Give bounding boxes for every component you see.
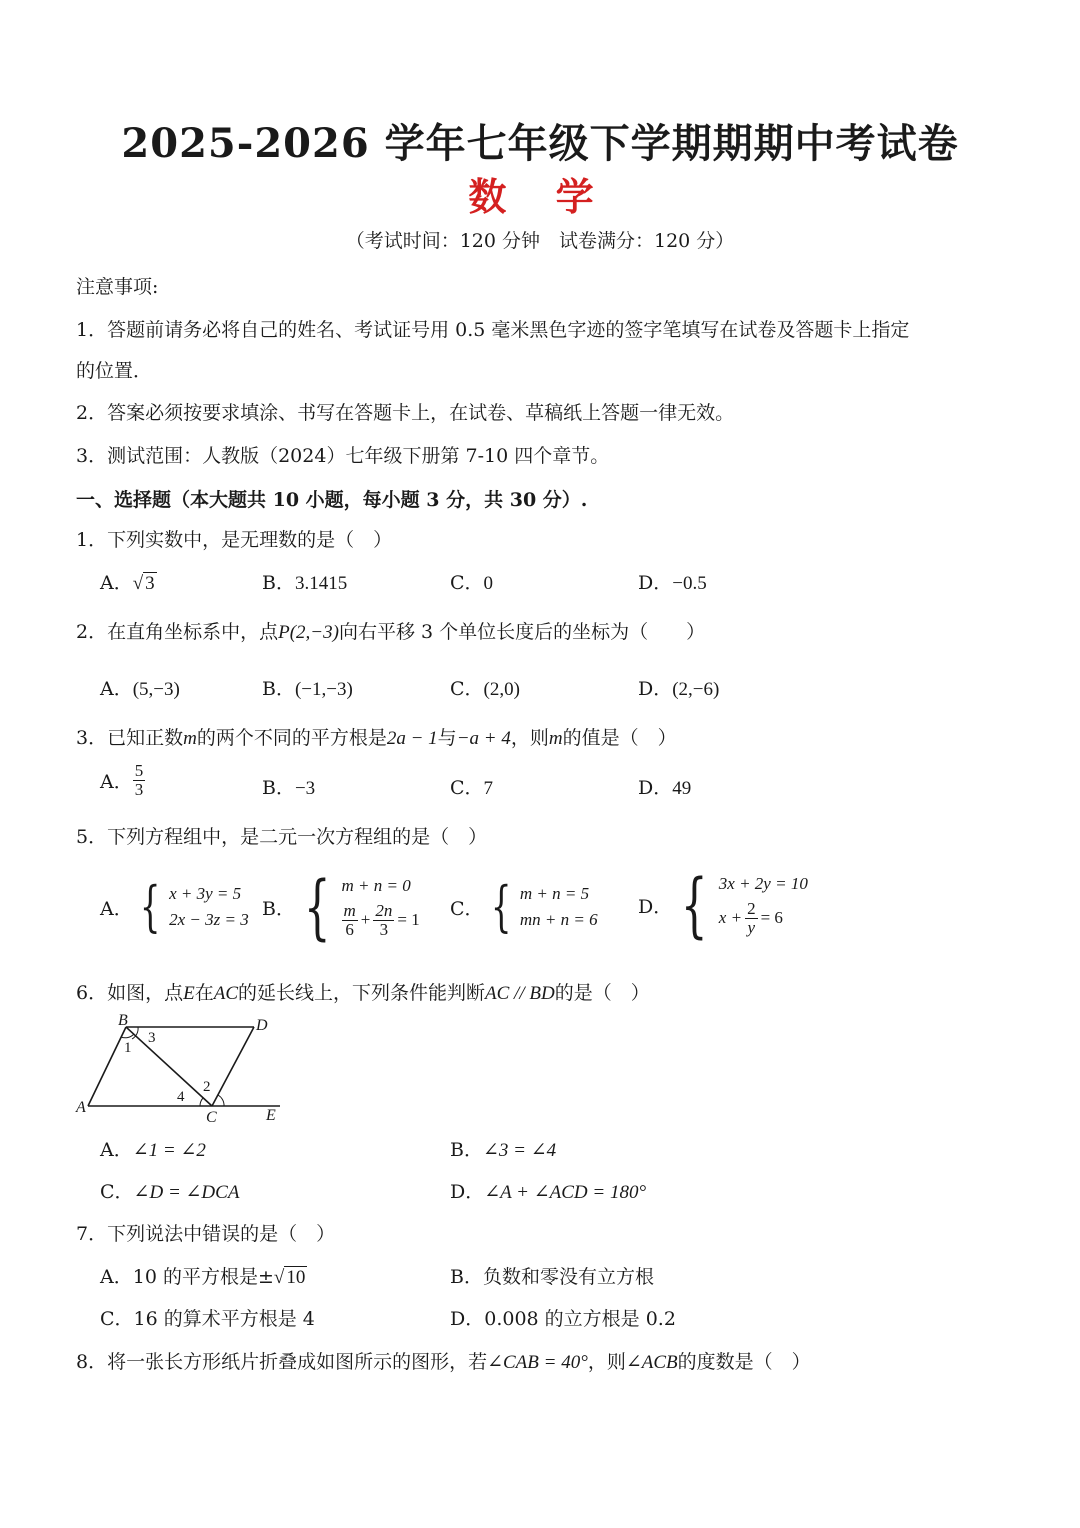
equation-system: { 3x + 2y = 10 x + $\frac{2}{y}$ = 6: [681, 864, 808, 946]
option-label: B．: [262, 897, 295, 920]
angle-label-3: 3: [148, 1030, 156, 1046]
stem-text: ，则: [587, 1351, 626, 1373]
q2-stem: [76, 617, 705, 644]
segment-ac: AC: [213, 983, 238, 1004]
denominator: 6: [345, 919, 354, 939]
angle-expr: ∠CAB = 40°: [487, 1352, 588, 1373]
denominator: 3: [379, 919, 389, 939]
option-label: A．: [100, 770, 133, 793]
stem-text: 2．在直角坐标系中，点: [76, 621, 279, 643]
option-label: D．: [450, 1308, 485, 1330]
stem-text: 的两个不同的平方根是: [196, 727, 387, 749]
option-label: A．: [100, 572, 133, 594]
option-value: 49: [672, 778, 692, 799]
stem-text: 的延长线上，下列条件能判断: [238, 982, 486, 1004]
equals: = 1: [397, 910, 420, 929]
q1-option-c: [450, 568, 493, 595]
point-p: P(2,−3): [278, 622, 339, 643]
label-c: C: [206, 1109, 217, 1124]
stem-text: 的是（ ）: [554, 982, 650, 1004]
option-label: C．: [450, 572, 484, 594]
q7-stem: 7．下列说法中错误的是（ ）: [76, 1223, 336, 1245]
q5-option-a: [100, 875, 249, 938]
option-label: D．: [638, 895, 673, 918]
q6-option-d: [450, 1177, 646, 1204]
option-value: 负数和零没有立方根: [482, 1266, 654, 1288]
option-label: A．: [100, 1139, 133, 1161]
option-label: B．: [450, 1139, 483, 1161]
option-label: C．: [100, 1181, 134, 1203]
subject-title: 数 学: [468, 174, 612, 219]
equation-system: { x + 3y = 5 2x − 3z = 3: [139, 875, 249, 938]
q1-option-b: [262, 568, 347, 595]
equation: [342, 902, 420, 939]
stem-text: 在: [194, 982, 214, 1004]
option-label: C．: [100, 1308, 134, 1330]
exam-info: （考试时间：120 分钟 试卷满分：120 分）: [345, 230, 735, 252]
equation: 2x − 3z = 3: [169, 910, 249, 929]
angle-arc-4: [200, 1098, 203, 1106]
option-value: (5,−3): [132, 679, 180, 700]
numerator: 2n: [375, 900, 393, 920]
stem-text: 的度数是（ ）: [677, 1351, 811, 1373]
q5-stem: 5．下列方程组中，是二元一次方程组的是（ ）: [76, 826, 488, 848]
option-value: (−1,−3): [294, 679, 353, 700]
option-value: 0: [483, 573, 494, 594]
option-label: C．: [450, 678, 484, 700]
option-value: 3.1415: [294, 573, 348, 594]
option-label: D．: [638, 678, 673, 700]
term: x +: [718, 908, 743, 927]
q3-option-c: [450, 773, 493, 800]
option-label: D．: [450, 1181, 485, 1203]
q5-option-b: [262, 866, 420, 948]
q7-option-d: [450, 1304, 676, 1331]
q6-stem: [76, 978, 650, 1005]
operator: +: [360, 910, 371, 929]
numerator: m: [343, 900, 356, 920]
exam-title: 2025-2026 学年七年级下学期期期中考试卷: [121, 120, 959, 167]
equation: 3x + 2y = 10: [718, 873, 808, 893]
option-value: ∠D = ∠DCA: [133, 1182, 240, 1203]
numerator: 5: [134, 761, 144, 780]
option-label: B．: [262, 572, 295, 594]
option-value: ∠1 = ∠2: [132, 1140, 206, 1161]
option-value: 10 的平方根是±: [132, 1266, 274, 1288]
stem-text: 与: [437, 727, 457, 749]
angle-expr: ∠ACB: [625, 1352, 678, 1373]
option-value: 0.008 的立方根是 0.2: [484, 1308, 676, 1330]
angle-label-4: 4: [177, 1089, 185, 1105]
q3-stem: [76, 723, 677, 750]
option-label: D．: [638, 777, 673, 799]
denominator: 3: [134, 779, 144, 799]
q8-stem: [76, 1347, 811, 1374]
option-label: A．: [100, 1266, 133, 1288]
stem-text: ，则: [510, 727, 549, 749]
q5-option-d: [638, 864, 808, 946]
option-value: −3: [294, 778, 316, 799]
segment-ab: [88, 1027, 126, 1106]
equation: m + n = 5: [519, 884, 590, 903]
option-label: A．: [100, 897, 133, 920]
numerator: 2: [747, 898, 756, 918]
equals: = 6: [760, 908, 783, 927]
parallel-relation: AC // BD: [485, 983, 555, 1004]
q6-option-b: [450, 1135, 556, 1162]
sqrt-radicand: 3: [145, 573, 155, 594]
point-e: E: [183, 983, 195, 1004]
q7-option-b: [450, 1262, 654, 1289]
option-value: 7: [483, 778, 494, 799]
label-a: A: [76, 1099, 86, 1116]
label-d: D: [256, 1017, 268, 1034]
equation: m + n = 0: [341, 875, 411, 895]
option-value: 16 的算术平方根是 4: [133, 1308, 315, 1330]
option-value: −0.5: [672, 573, 707, 594]
q2-option-c: [450, 674, 520, 701]
option-value: (2,−6): [672, 679, 720, 700]
q3-option-a: [100, 762, 145, 799]
var-m: m: [183, 728, 197, 749]
stem-text: 3．已知正数: [76, 727, 184, 749]
notice-heading: 注意事项:: [76, 276, 159, 298]
notice-item-1: 1．答题前请务必将自己的姓名、考试证号用 0.5 毫米黑色字迹的签字笔填写在试卷及答题卡上指定: [76, 319, 910, 341]
equation: [719, 900, 808, 937]
option-label: B．: [262, 777, 295, 799]
section-heading: 一、选择题（本大题共 10 小题，每小题 3 分，共 30 分）.: [76, 489, 588, 511]
stem-text: 向右平移 3 个单位长度后的坐标为（ ）: [338, 621, 706, 643]
notice-item-1-cont: 的位置．: [76, 360, 153, 382]
option-value: ∠A + ∠ACD = 180°: [484, 1182, 647, 1203]
label-b: B: [118, 1012, 128, 1029]
option-label: C．: [450, 897, 484, 920]
option-label: A．: [100, 678, 133, 700]
denominator: y: [747, 917, 756, 937]
q5-option-c: [450, 875, 598, 938]
stem-text: 8．将一张长方形纸片折叠成如图所示的图形，若: [76, 1351, 488, 1373]
label-e: E: [266, 1107, 276, 1124]
fraction: [745, 900, 758, 937]
option-label: B．: [262, 678, 295, 700]
segment-dc: [212, 1027, 254, 1106]
q7-option-a: A．10 的平方根是±√ 10: [100, 1266, 306, 1288]
q1-stem: 1．下列实数中，是无理数的是（ ）: [76, 529, 393, 551]
angle-label-2: 2: [203, 1079, 211, 1095]
q7-option-c: [100, 1304, 315, 1331]
expr: −a + 4: [456, 728, 511, 749]
notice-item-3: 3．测试范围：人教版（2024）七年级下册第 7-10 四个章节。: [76, 445, 610, 467]
equation: x + 3y = 5: [169, 884, 242, 903]
option-label: B．: [450, 1266, 483, 1288]
fraction: [133, 762, 146, 799]
var-m: m: [548, 728, 563, 749]
stem-text: 6．如图，点: [76, 982, 184, 1004]
fraction: [342, 902, 358, 939]
fraction: [373, 902, 394, 939]
option-label: C．: [450, 777, 484, 799]
notice-item-2: 2．答案必须按要求填涂、书写在答题卡上，在试卷、草稿纸上答题一律无效。: [76, 402, 735, 424]
equation-system: { m + n = 0 $\frac{m}{6}$ + $\frac{2n}{3}$ = 1: [303, 866, 420, 948]
option-value: ∠3 = ∠4: [482, 1140, 557, 1161]
q1-option-a: A．√ 3: [100, 572, 155, 594]
q2-option-d: [638, 674, 719, 701]
equation: mn + n = 6: [519, 910, 598, 929]
segment-bc: [126, 1027, 212, 1106]
angle-arc-2: [218, 1095, 224, 1106]
stem-text: 的值是（ ）: [562, 727, 677, 749]
q6-option-a: [100, 1135, 206, 1162]
q3-option-b: [262, 773, 315, 800]
angle-label-1: 1: [124, 1040, 132, 1056]
q1-option-d: [638, 568, 707, 595]
option-value: (2,0): [483, 679, 520, 700]
sqrt-radicand: 10: [286, 1267, 306, 1288]
equation-system: { m + n = 5 mn + n = 6: [490, 875, 598, 938]
geometry-figure: [70, 1012, 290, 1124]
option-label: D．: [638, 572, 673, 594]
q6-option-c: [100, 1177, 239, 1204]
expr: 2a − 1: [386, 728, 438, 749]
q2-option-b: [262, 674, 353, 701]
q3-option-d: [638, 773, 691, 800]
q2-option-a: [100, 674, 180, 701]
